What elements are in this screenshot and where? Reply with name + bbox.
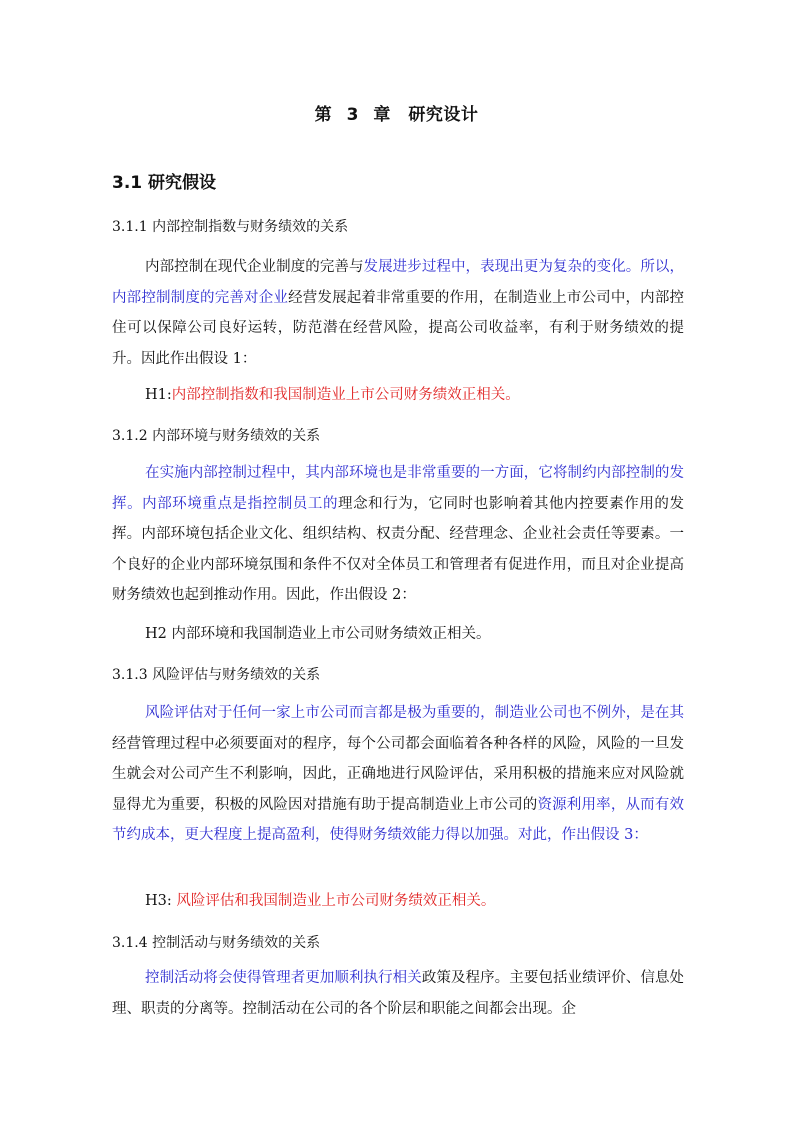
paragraph-3-1-2 — [112, 458, 684, 611]
text-run: 政策及程序。主要包括业绩评价、信息处理、职责的分离等。控制活动在公司的各个阶层和职能之间都会出现。企 — [112, 970, 685, 1017]
chapter-title: 第 3 章 研究设计 — [314, 105, 479, 125]
hypothesis-h1 — [145, 383, 520, 404]
hypothesis-label: H1: — [145, 387, 172, 403]
text-run: 内部控制在现代企业制度的完善与 — [145, 259, 364, 275]
subsection-heading-3-1-1: 3.1.1 内部控制指数与财务绩效的关系 — [112, 219, 349, 235]
text-run: 经营管理过程中必须要面对的程序，每个公司都会面临着各种各样的风险，风险的一旦发生就会对公司产生不利影响，因此，正确地进行风险评估，采用积极的措施来应对风险就显得尤为重要，积极的风险因对措施有助于提高制造业上市公司的 — [112, 735, 684, 813]
text-run: 理念和行为，它同时也影响着其他内控要素作用的发挥。内部环境包括企业文化、组织结构、权责分配、经营理念、企业社会责任等要素。一个良好的企业内部环境氛围和条件不仅对全体员工和管理者有促进作用，而且对企业提高财务绩效也起到推动作用。因此，作出假设 2： — [112, 495, 685, 603]
highlighted-text-run: 发展进步过程中，表现出更为复杂的变化。所以，内部控制制度的完善对企业 — [112, 259, 685, 306]
highlighted-text-run: 资源利用率，从而有效节约成本，更大程度上提高盈利，使得财务绩效能力得以加强。对此，作出假设 3： — [112, 796, 685, 843]
highlighted-text-run: 控制活动将会使得管理者更加顺利执行相关 — [145, 970, 422, 986]
subsection-heading-3-1-3: 3.1.3 风险评估与财务绩效的关系 — [112, 667, 321, 683]
hypothesis-text: 风险评估和我国制造业上市公司财务绩效正相关。 — [176, 893, 496, 909]
hypothesis-text: 内部控制指数和我国制造业上市公司财务绩效正相关。 — [171, 387, 520, 403]
text-run: 经营发展起着非常重要的作用，在制造业上市公司中，内部控住可以保障公司良好运转，防范潜在经营风险，提高公司收益率，有利于财务绩效的提升。因此作出假设 1： — [112, 289, 685, 367]
paragraph-3-1-4 — [112, 963, 684, 1024]
hypothesis-h3 — [145, 889, 495, 910]
hypothesis-h2: H2 内部环境和我国制造业上市公司财务绩效正相关。 — [145, 626, 491, 642]
subsection-heading-3-1-2: 3.1.2 内部环境与财务绩效的关系 — [112, 428, 321, 444]
hypothesis-label: H3: — [145, 893, 177, 909]
section-heading: 3.1 研究假设 — [112, 173, 217, 193]
highlighted-text-run: 风险评估对于任何一家上市公司而言都是极为重要的，制造业公司也不例外，是在其 — [145, 705, 684, 721]
paragraph-3-1-1 — [112, 252, 684, 374]
paragraph-3-1-3 — [112, 698, 684, 851]
highlighted-text-run: 在实施内部控制过程中，其内部环境也是非常重要的一方面，它将制约内部控制的发挥。内部环境重点是指控制员工的 — [112, 465, 684, 512]
subsection-heading-3-1-4: 3.1.4 控制活动与财务绩效的关系 — [112, 935, 321, 951]
